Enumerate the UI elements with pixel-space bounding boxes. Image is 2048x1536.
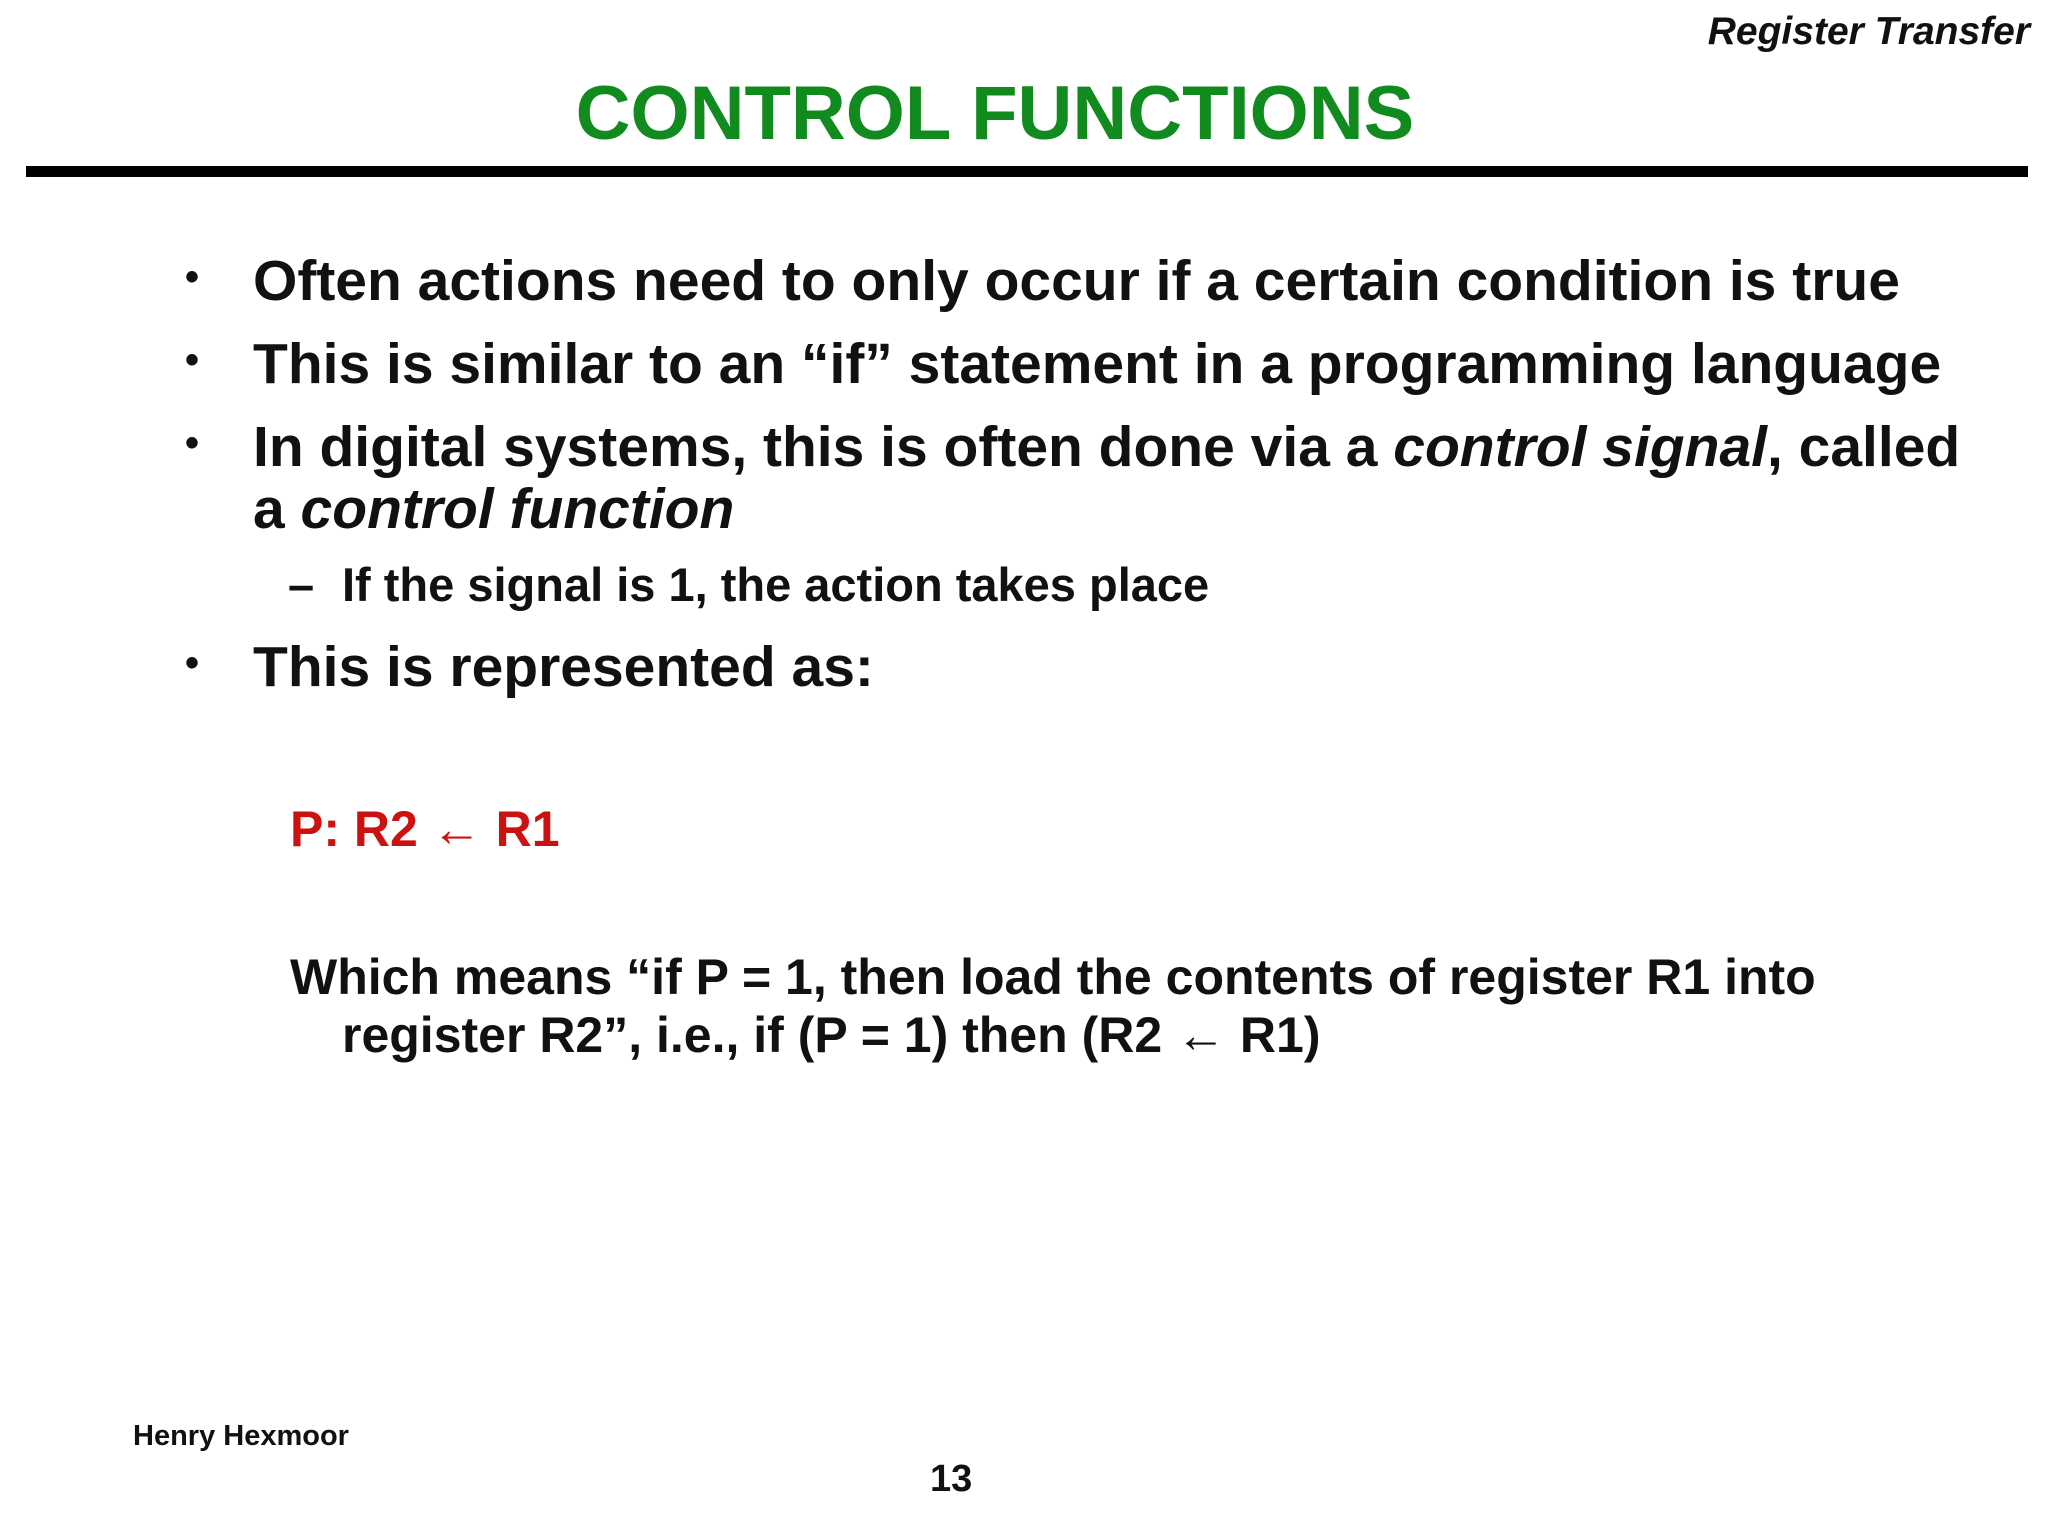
emphasis-term: control function [300,477,735,541]
page-number: 13 [930,1458,973,1500]
control-function-formula: P: R2 ← R1 [290,801,560,857]
bullet-text-part: In digital systems, this is often done via a [253,415,1394,479]
sub-bullet-item [288,556,1209,614]
emphasis-term: control signal [1393,415,1767,479]
explanation-line: register R2”, i.e., if (P = 1) then (R2 ← R1) [342,1007,1321,1063]
bullet-glyph: • [185,255,200,299]
section-header: Register Transfer [1707,10,2030,53]
bullet-glyph: • [185,641,200,685]
slide-title: CONTROL FUNCTIONS [575,71,1415,156]
bullet-item [185,636,1993,698]
sub-bullet-text: If the signal is 1, the action takes place [342,558,1210,611]
bullet-item [185,416,1993,540]
bullet-item [185,250,1993,312]
bullet-text: This is similar to an “if” statement in a programming language [253,332,1942,396]
explanation-line: Which means “if P = 1, then load the contents of register R1 into [290,949,1816,1005]
bullet-glyph: • [185,338,200,382]
bullet-glyph: • [185,421,200,465]
title-divider [26,166,2028,177]
bullet-text: This is represented as: [253,635,874,699]
bullet-text-part: , called a [253,415,1961,541]
bullet-item [185,333,1993,395]
footer-author: Henry Hexmoor [133,1420,349,1452]
bullet-text [253,416,1993,540]
sub-bullet-dash: – [288,558,315,611]
formula-explanation [290,948,1990,1064]
bullet-text: Often actions need to only occur if a certain condition is true [253,249,1900,313]
